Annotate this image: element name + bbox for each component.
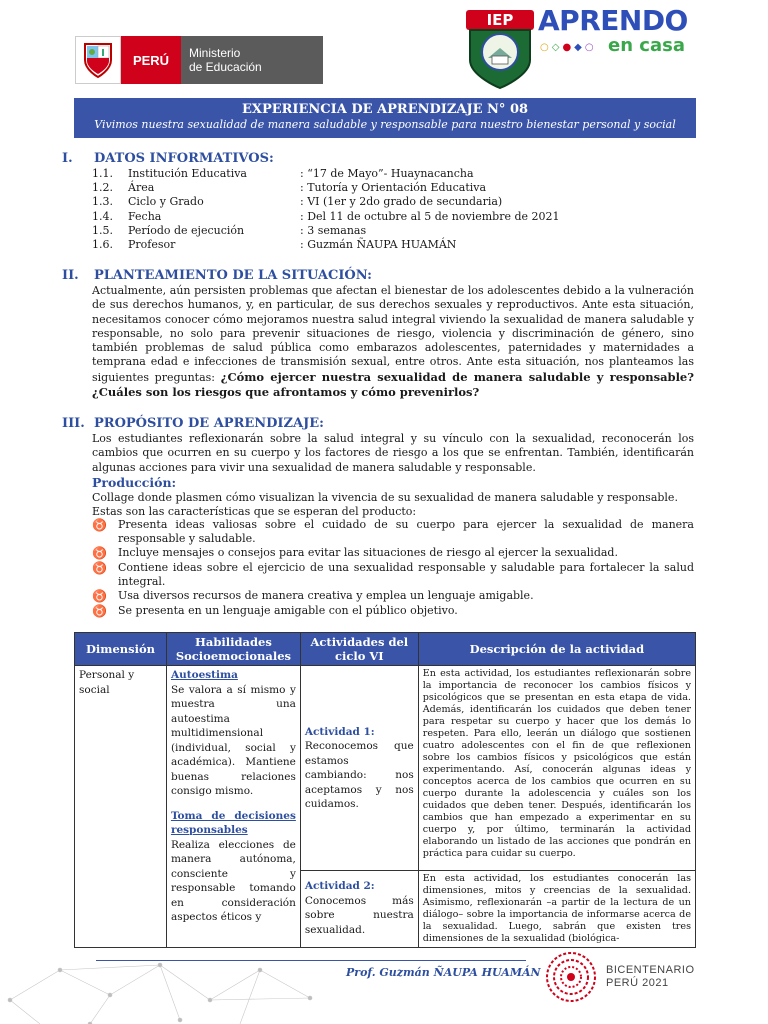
table-row [75,666,696,871]
page-subtitle: Vivimos nuestra sexualidad de manera saludable y responsable para nuestro bienestar personal y social [94,118,676,131]
info-row [92,181,486,195]
peru-shield-icon [75,36,121,84]
aprendo-en-casa-logo: APRENDO en casa ○◇●◆○ [538,4,688,56]
info-row [92,167,474,181]
list-item-text: Se presenta en un lenguaje amigable con el público objetivo. [118,604,458,617]
activity-2-text: Conocemos más sobre nuestra sexualidad. [304,894,414,936]
network-decoration-icon [0,940,330,1024]
info-label: Profesor [128,238,176,251]
info-label: Ciclo y Grado [128,195,204,209]
list-item [92,546,694,560]
bullet-icon: ♉ [92,546,107,560]
info-number: 1.5. [92,223,113,237]
iep-logo [462,8,538,90]
info-value: : Guzmán ÑAUPA HUAMÁN [300,238,457,251]
list-item [92,561,694,590]
list-item-text: Presenta ideas valiosas sobre el cuidado de su cuerpo para ejercer la sexualidad de manera responsable y saludable. [118,518,694,546]
list-item-text: Usa diversos recursos de manera creativa y emplea un lenguaje amigable. [118,589,534,602]
col-header-description: Descripción de la actividad [418,633,695,666]
info-row [92,210,560,224]
situation-paragraph: Actualmente, aún persisten problemas que afectan el bienestar de los adolescentes debido a la vulneración de sus derechos humanos, y, en particular, de sus derechos sexuales y reproductivos. Ante esta situación, necesitamos conocer cómo mejoramos nuestra salud integral viviendo la sexualidad de manera saludable y responsable, no solo para prevenir situaciones de riesgo, violencia y discriminación de género, sino también problemas de salud pública como embarazos adolescentes, paternidades y maternidades a temprana edad e infecciones de transmisión sexual, entre otros. Ante esta situación, nos planteamos las siguientes preguntas: ¿Cómo ejercer nuestra sexualidad de manera saludable y responsable? ¿Cuáles son los riesgos que afrontamos y cómo prevenirlos? [92,284,694,400]
info-number: 1.2. [92,181,113,195]
table-header-row [75,633,696,666]
peru-label: PERÚ [121,36,181,84]
section-heading-proposito: III. PROPÓSITO DE APRENDIZAJE: [62,416,324,431]
info-label: Institución Educativa [128,167,247,180]
ministry-logo [75,36,323,84]
skill-autoestima-title: Autoestima [170,669,238,681]
list-item-text: Contiene ideas sobre el ejercicio de una sexualidad responsable y saludable para fortalecer la salud integral. [118,561,694,589]
purpose-paragraph: Los estudiantes reflexionarán sobre la salud integral y su vínculo con la sexualidad, reconocerán los cambios que ocurren en su cuerpo y los factores de riesgo a los que se enfrentan. También, identificarán algunas acciones para vivir una sexualidad de manera saludable y responsable. [92,432,694,474]
activity-1-text: Reconocemos que estamos cambiando: nos aceptamos y nos cuidamos. [304,740,414,810]
activity-2-title: Actividad 2: [304,880,375,892]
info-value: : VI (1er y 2do grado de secundaria) [300,195,503,209]
info-number: 1.6. [92,238,113,251]
col-header-activities: Actividades del ciclo VI [300,633,418,666]
skills-cell [166,666,300,948]
info-value: : “17 de Mayo”- Huaynacancha [300,167,474,180]
situation-question: ¿Cómo ejercer nuestra sexualidad de manera saludable y responsable? ¿Cuáles son los riesgos que afrontamos y cómo prevenirlos? [92,369,694,400]
list-item [92,604,694,618]
info-value: : Del 11 de octubre al 5 de noviembre de 2021 [300,209,560,223]
list-item-text: Incluye mensajes o consejos para evitar las situaciones de riesgo al ejercer la sexualidad. [118,546,618,559]
info-label: Período de ejecución [128,223,245,237]
description-1-cell: En esta actividad, los estudiantes reflexionarán sobre la importancia de reconocer los cambios físicos y psicológicos que se presentan en esta etapa de vida. Además, identificarán los cuidados que deben tener para respetar su cuerpo y hacer que los demás lo respeten. Para ello, leerán un diálogo que sostienen cuatro adolescentes con el fin de que reflexionen sobre los cambios físicos y psicológicos que están experimentando. Así, conocerán algunas ideas y conceptos acerca de los cambios que ocurren en su cuerpo durante la adolescencia y cuáles son los cuidados que deben tener. Después, identificarán los cambios que han empezado a experimentar en su cuerpo y, por último, terminarán la actividad elaborando un listado de las acciones que pondrán en práctica para cuidar su cuerpo. [418,666,695,871]
production-heading: Producción: [92,475,177,490]
list-item [92,589,694,603]
info-value: : 3 semanas [300,223,367,237]
section-heading-situacion: II. PLANTEAMIENTO DE LA SITUACIÓN: [62,268,372,283]
features-intro: Estas son las características que se esperan del producto: [92,505,417,518]
footer-divider [96,960,526,961]
info-number: 1.1. [92,167,113,180]
svg-text:IEP: IEP [486,11,514,29]
decorative-shapes-icon: ○◇●◆○ [540,42,597,53]
title-banner [74,98,696,138]
info-number: 1.3. [92,195,113,209]
activity-1-cell [300,666,418,871]
col-header-skills: Habilidades Socioemocionales [166,633,300,666]
footer-author: Prof. Guzmán ÑAUPA HUAMÁN [346,966,541,979]
bicentenario-emblem-icon [544,950,598,1004]
production-text: Collage donde plasmen cómo visualizan la vivencia de su sexualidad de manera saludable y responsable. [92,491,678,504]
activity-1-title: Actividad 1: [304,725,375,738]
info-row [92,195,502,209]
page-title: EXPERIENCIA DE APRENDIZAJE N° 08 [241,102,529,117]
info-number: 1.4. [92,209,113,223]
description-2-cell: En esta actividad, los estudiantes conocerán las dimensiones, mitos y creencias de la sexualidad. Asimismo, reflexionarán –a partir de la lectura de un diálogo– sobre la importancia de informarse acerca de la sexualidad. Luego, sabrán que existen tres dimensiones de la sexualidad (biológica- [418,871,695,948]
skill-decisiones-text: Realiza elecciones de manera autónoma, consciente y responsable tomando en consideración aspectos éticos y [170,838,296,923]
info-label: Área [128,181,155,195]
activities-table [74,632,696,948]
bullet-icon: ♉ [92,518,107,532]
info-label: Fecha [128,209,162,223]
bullet-icon: ♉ [92,561,107,575]
bicentenario-logo: BICENTENARIO PERÚ 2021 [544,950,695,1004]
col-header-dimension: Dimensión [75,633,167,666]
bullet-icon: ♉ [92,589,107,603]
section-heading-datos: I. DATOS INFORMATIVOS: [62,151,274,166]
activity-2-cell [300,871,418,948]
list-item [92,518,694,547]
info-row [92,224,366,238]
ministry-name: Ministerio de Educación [181,36,323,84]
info-row [92,238,456,252]
skill-decisiones-title: Toma de decisiones responsables [170,809,296,836]
dimension-cell: Personal y social [75,666,167,948]
info-value: : Tutoría y Orientación Educativa [300,181,487,195]
page-header [0,0,768,95]
bullet-icon: ♉ [92,604,107,618]
skill-autoestima-text: Se valora a sí mismo y muestra una autoestima multidimensional (individual, social y académica). Mantiene buenas relaciones consigo mismo. [170,683,296,797]
